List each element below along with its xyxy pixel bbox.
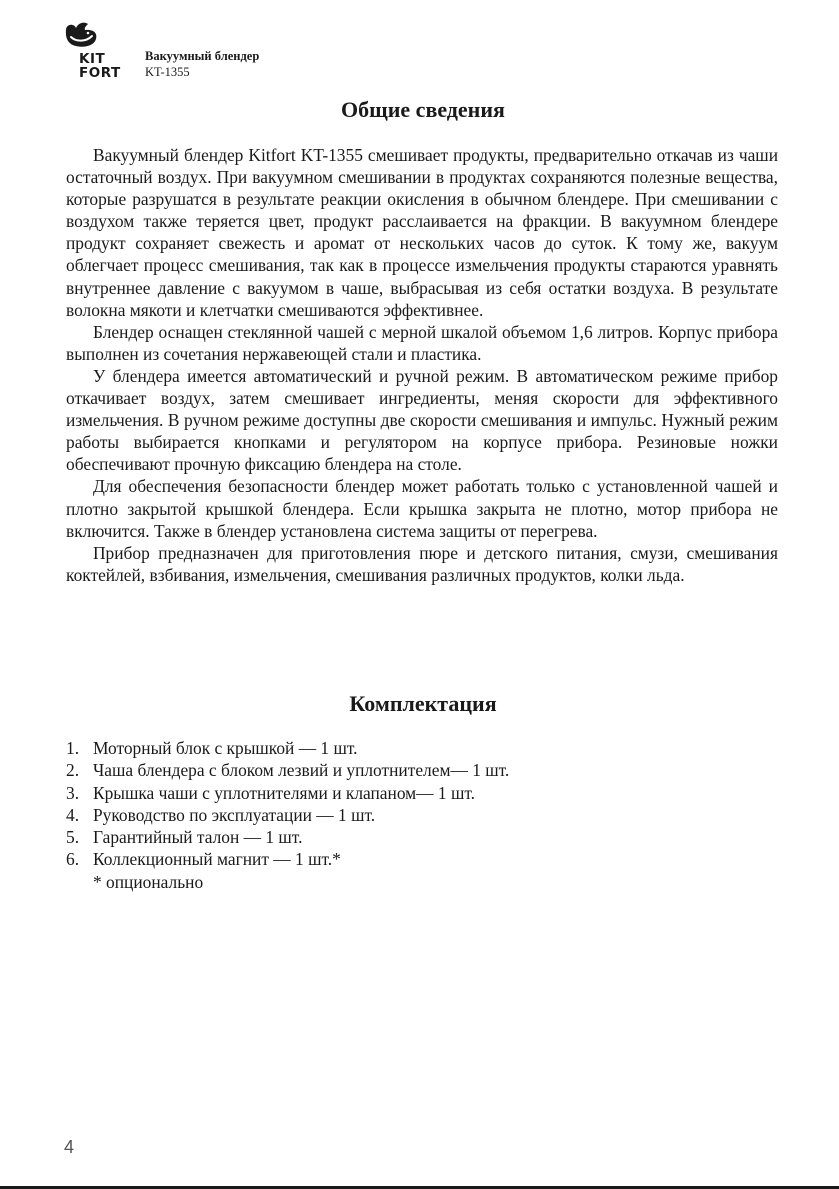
list-item-number: 1.	[66, 738, 80, 758]
list-item-number: 3.	[66, 782, 80, 803]
list-item-text: Гарантийный талон — 1 шт.	[93, 827, 303, 848]
brand-name	[79, 52, 121, 80]
paragraph: Прибор предназначен для приготовления пюре и детского питания, смузи, смешивания коктейлей, взбивания, измельчения, смешивания различных продуктов, колки льда.	[66, 542, 778, 585]
list-item	[66, 826, 509, 848]
list-item-text: Чаша блендера с блоком лезвий и уплотнителем— 1 шт.	[93, 760, 510, 781]
whale-icon	[62, 20, 102, 50]
product-model: KT-1355	[145, 65, 190, 79]
brand-line-fort: FORT	[79, 65, 121, 81]
brand-logo	[62, 20, 132, 82]
paragraph: У блендера имеется автоматический и ручной режим. В автоматическом режиме прибор откачивает воздух, затем смешивает ингредиенты, меняя скорости для эффективного измельчения. В ручном режиме доступны две скорости смешивания и импульс. Нужный режим работы выбирается кнопками и регулятором на корпусе прибора. Резиновые ножки обеспечивают прочную фиксацию блендера на столе.	[66, 365, 778, 475]
list-item-number: 6.	[66, 849, 80, 870]
section-heading-kit: Комплектация	[349, 691, 497, 716]
section-heading-general: Общие сведения	[341, 97, 505, 122]
list-item-text: Руководство по эксплуатации — 1 шт.	[93, 804, 376, 825]
list-item-number: 5.	[66, 827, 80, 848]
footnote: * опционально	[93, 872, 204, 892]
header-info	[145, 48, 259, 80]
list-item	[66, 804, 509, 826]
paragraph: Вакуумный блендер Kitfort KT-1355 смешивает продукты, предварительно откачав из чаши остаточный воздух. При вакуумном смешивании в продуктах сохраняются полезные вещества, которые разрушатся в результате реакции окисления в обычном блендере. При смешивании с воздухом также теряется цвет, продукт расслаивается на фракции. В вакуумном блендере продукт сохраняет свежесть и аромат от нескольких часов до суток. К тому же, вакуум облегчает процесс смешивания, так как в процессе измельчения продукты стараются уравнять внутреннее давление с вакуумом в чаше, выбрасывая из себя остатки воздуха. В результате волокна мякоти и клетчатки смешиваются эффективнее.	[66, 145, 778, 320]
list-item-text: Крышка чаши с уплотнителями и клапаном— 1 шт.	[93, 782, 475, 803]
brand-line-kit: KIT	[79, 51, 106, 67]
general-info-text	[66, 144, 778, 586]
list-item-text: Коллекционный магнит — 1 шт.*	[93, 849, 341, 870]
product-title: Вакуумный блендер	[145, 49, 260, 63]
list-item-number: 2.	[66, 760, 80, 781]
list-item	[66, 848, 509, 870]
list-item	[66, 737, 509, 759]
paragraph: Для обеспечения безопасности блендер может работать только с установленной чашей и плотно закрытой крышкой блендера. Если крышка закрыта не плотно, мотор прибора не включится. Также в блендер установлена система защиты от перегрева.	[66, 476, 778, 541]
list-item	[66, 759, 509, 781]
kit-list	[66, 737, 509, 871]
list-item	[66, 782, 509, 804]
list-item-text: Моторный блок с крышкой — 1 шт.	[93, 738, 358, 758]
paragraph: Блендер оснащен стеклянной чашей с мерной шкалой объемом 1,6 литров. Корпус прибора выполнен из сочетания нержавеющей стали и пластика.	[66, 321, 778, 364]
list-item-number: 4.	[66, 804, 80, 825]
page-number: 4	[64, 1137, 75, 1157]
